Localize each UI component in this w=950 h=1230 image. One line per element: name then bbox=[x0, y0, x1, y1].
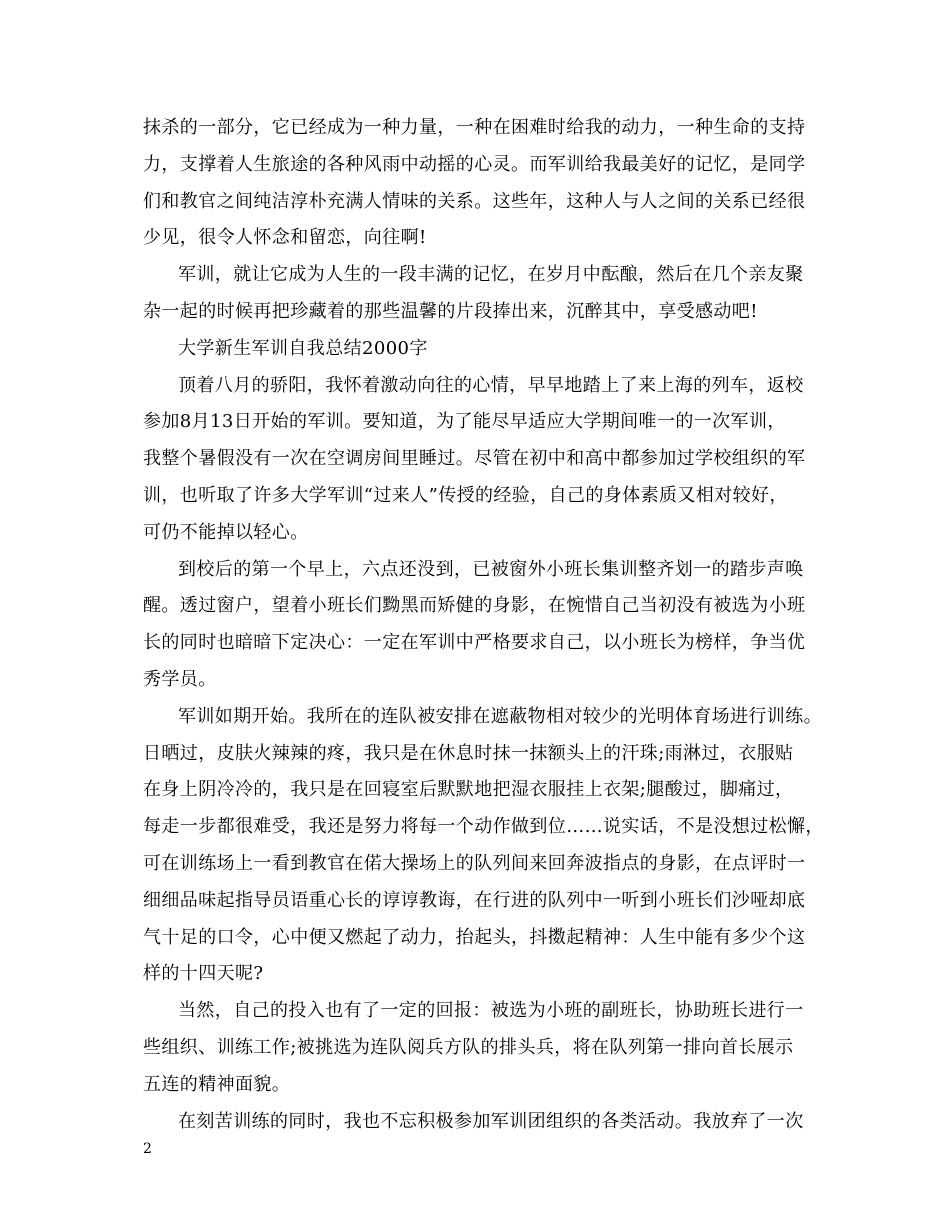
text-line-16: 秀学员。 bbox=[143, 669, 217, 690]
text-line-21: 可在训练场上一看到教官在偌大操场上的队列间来回奔波指点的身影，在点评时一 bbox=[143, 853, 806, 874]
text-line-18: 日晒过，皮肤火辣辣的疼，我只是在休息时抹一抹额头上的汗珠;雨淋过，衣服贴 bbox=[143, 743, 794, 764]
text-line-8: 顶着八月的骄阳，我怀着激动向往的心情，早早地踏上了来上海的列车，返校 bbox=[178, 375, 804, 396]
text-line-28: 在刻苦训练的同时，我也不忘积极参加军训团组织的各类活动。我放弃了一次 bbox=[178, 1111, 804, 1132]
text-line-13: 到校后的第一个早上，六点还没到，已被窗外小班长集训整齐划一的踏步声唤 bbox=[178, 559, 804, 580]
text-line-27: 五连的精神面貌。 bbox=[143, 1074, 291, 1095]
text-line-15: 长的同时也暗暗下定决心：一定在军训中严格要求自己，以小班长为榜样，争当优 bbox=[143, 632, 806, 653]
text-line-26: 些组织、训练工作;被挑选为连队阅兵方队的排头兵，将在队列第一排向首长展示 bbox=[143, 1037, 794, 1058]
text-line-5: 军训，就让它成为人生的一段丰满的记忆，在岁月中酝酿，然后在几个亲友聚 bbox=[178, 264, 804, 285]
text-line-12: 可仍不能掉以轻心。 bbox=[143, 522, 309, 543]
text-line-17: 军训如期开始。我所在的连队被安排在遮蔽物相对较少的光明体育场进行训练。 bbox=[178, 706, 822, 727]
text-line-25: 当然，自己的投入也有了一定的回报：被选为小班的副班长，协助班长进行一 bbox=[178, 1000, 804, 1021]
text-line-2: 力，支撑着人生旅途的各种风雨中动摇的心灵。而军训给我最美好的记忆，是同学 bbox=[143, 154, 806, 175]
text-line-24: 样的十四天呢? bbox=[143, 963, 264, 984]
text-line-4: 少见，很令人怀念和留恋，向往啊! bbox=[143, 227, 427, 248]
page-number: 2 bbox=[143, 1141, 152, 1157]
text-line-23: 气十足的口令，心中便又燃起了动力，抬起头，抖擞起精神：人生中能有多少个这 bbox=[143, 927, 806, 948]
section-heading: 大学新生军训自我总结2000字 bbox=[178, 338, 428, 359]
text-line-1: 抹杀的一部分，它已经成为一种力量，一种在困难时给我的动力，一种生命的支持 bbox=[143, 117, 806, 138]
text-line-9: 参加8月13日开始的军训。要知道，为了能尽早适应大学期间唯一的一次军训， bbox=[143, 411, 786, 432]
text-line-14: 醒。透过窗户，望着小班长们黝黑而矫健的身影，在惋惜自己当初没有被选为小班 bbox=[143, 595, 806, 616]
text-line-19: 在身上阴冷冷的，我只是在回寝室后默默地把湿衣服挂上衣架;腿酸过，脚痛过， bbox=[143, 779, 794, 800]
text-line-22: 细细品味起指导员语重心长的谆谆教诲，在行进的队列中一听到小班长们沙哑却底 bbox=[143, 890, 806, 911]
text-line-3: 们和教官之间纯洁淳朴充满人情味的关系。这些年，这种人与人之间的关系已经很 bbox=[143, 191, 806, 212]
text-line-11: 训，也听取了许多大学军训“过来人”传授的经验，自己的身体素质又相对较好， bbox=[143, 485, 788, 506]
text-line-10: 我整个暑假没有一次在空调房间里睡过。尽管在初中和高中都参加过学校组织的军 bbox=[143, 448, 806, 469]
text-line-20: 每走一步都很难受，我还是努力将每一个动作做到位……说实话，不是没想过松懈， bbox=[143, 816, 824, 837]
text-line-6: 杂一起的时候再把珍藏着的那些温馨的片段捧出来，沉醉其中，享受感动吧! bbox=[143, 301, 758, 322]
